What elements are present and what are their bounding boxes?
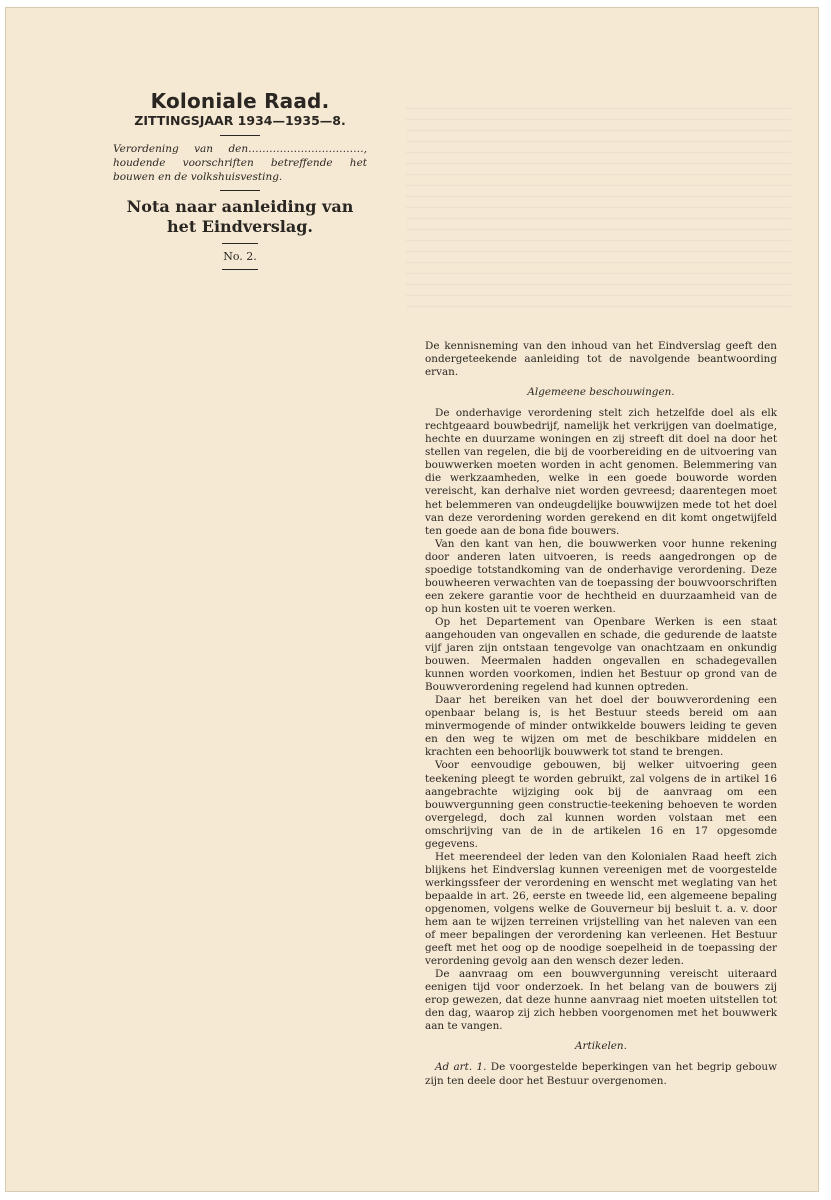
document-page <box>6 8 818 1191</box>
bleed-through-texture <box>406 108 791 308</box>
body-paragraph: De onderhavige verordening stelt zich hetzelfde doel als elk rechtgeaard bouwbedrijf, namelijk het verkrijgen van doelmatige, hechte en duurzame woningen en zij streeft dit doel na door het stellen van regelen, die bij de voorbereiding en de uitvoering van bouwwerken moeten worden in acht genomen. Belemmering van die werkzaamheden, welke in een goede bouworde worden vereischt, kan derhalve niet worden gevreesd; daarentegen moet het belemmeren van ondeugdelijke bouwwijzen mede tot het doel van deze verordening worden gerekend en dit komt ongetwijfeld ten goede aan de bona fide bouwers. <box>425 407 777 537</box>
document-title: Nota naar aanleiding van het Eindverslag. <box>126 197 354 236</box>
ordinance-subtitle: Verordening van den……………………………, houdende voorschriften betreffende het bouwen en de volkshuisvesting. <box>113 143 367 183</box>
section-heading-articles: Artikelen. <box>575 1040 627 1053</box>
article-label: Ad art. 1. <box>435 1061 487 1074</box>
body-paragraph: De aanvraag om een bouwvergunning vereischt uiteraard eenigen tijd voor onderzoek. In het belang van de bouwers zij erop gewezen, dat deze hunne aanvraag niet moeten uitstellen tot den dag, waarop zij zich hebben voorgenomen met het bouwwerk aan te vangen. <box>425 968 777 1033</box>
divider <box>220 135 260 136</box>
document-header <box>111 90 369 276</box>
divider <box>220 190 260 191</box>
intro-paragraph: De kennisneming van den inhoud van het Eindverslag geeft den ondergeteekende aanleiding tot de navolgende beantwoording ervan. <box>425 340 777 379</box>
institution-name: Koloniale Raad. <box>150 89 330 113</box>
body-paragraph: Van den kant van hen, die bouwwerken voor hunne rekening door anderen laten uitvoeren, is reeds aangedrongen op de spoedige totstandkoming van de onderhavige verordening. Deze bouwheeren verwachten van de toepassing der bouwvoorschriften een zekere garantie voor de hechtheid en duurzaamheid van de op hun kosten uit te voeren werken. <box>425 537 777 615</box>
body-paragraph: Voor eenvoudige gebouwen, bij welker uitvoering geen teekening pleegt te worden gebruikt, zal volgens de in artikel 16 aangebrachte wijziging ook bij de aanvraag om een bouwvergunning geen constructie-teekening behoeven te worden overgelegd, doch zal kunnen worden volstaan met een omschrijving van de in de artikelen 16 en 17 opgesomde gegevens. <box>425 759 777 850</box>
session-year: ZITTINGSJAAR 1934—1935—8. <box>134 113 346 128</box>
article-paragraph <box>425 1061 777 1087</box>
divider <box>222 269 258 270</box>
body-paragraph: Het meerendeel der leden van den Kolonialen Raad heeft zich blijkens het Eindverslag kunnen vereenigen met de voorgestelde werkingssfeer der verordening en wenscht met weglating van het bepaalde in art. 26, eerste en tweede lid, een algemeene bepaling opgenomen, volgens welke de Gouverneur bij besluit t. a. v. door hem aan te wijzen terreinen vrijstelling van het naleven van een of meer bepalingen der verordening kan verleenen. Het Bestuur geeft met het oog op de noodige soepelheid in de toepassing der verordening gevolg aan den wensch dezer leden. <box>425 850 777 968</box>
document-body <box>425 340 777 1088</box>
section-heading-general: Algemeene beschouwingen. <box>527 386 675 399</box>
body-paragraph: Op het Departement van Openbare Werken is een staat aangehouden van ongevallen en schade, die gedurende de laatste vijf jaren zijn ontstaan tengevolge van onachtzaam en onkundig bouwen. Meermalen hadden ongevallen en schadegevallen kunnen worden voorkomen, indien het Bestuur op grond van de Bouwverordening regelend had kunnen optreden. <box>425 615 777 694</box>
body-paragraph: Daar het bereiken van het doel der bouwverordening een openbaar belang is, is het Bestuur steeds bereid om aan minvermogende of minder ontwikkelde bouwers leiding te geven en den weg te wijzen om met de beschikbare middelen en krachten een behoorlijk bouwwerk tot stand te brengen. <box>425 694 777 759</box>
article-text: De voorgestelde beperkingen van het begrip gebouw zijn ten deele door het Bestuur overgenomen. <box>425 1061 777 1087</box>
document-number: No. 2. <box>223 250 257 263</box>
divider <box>222 243 258 244</box>
